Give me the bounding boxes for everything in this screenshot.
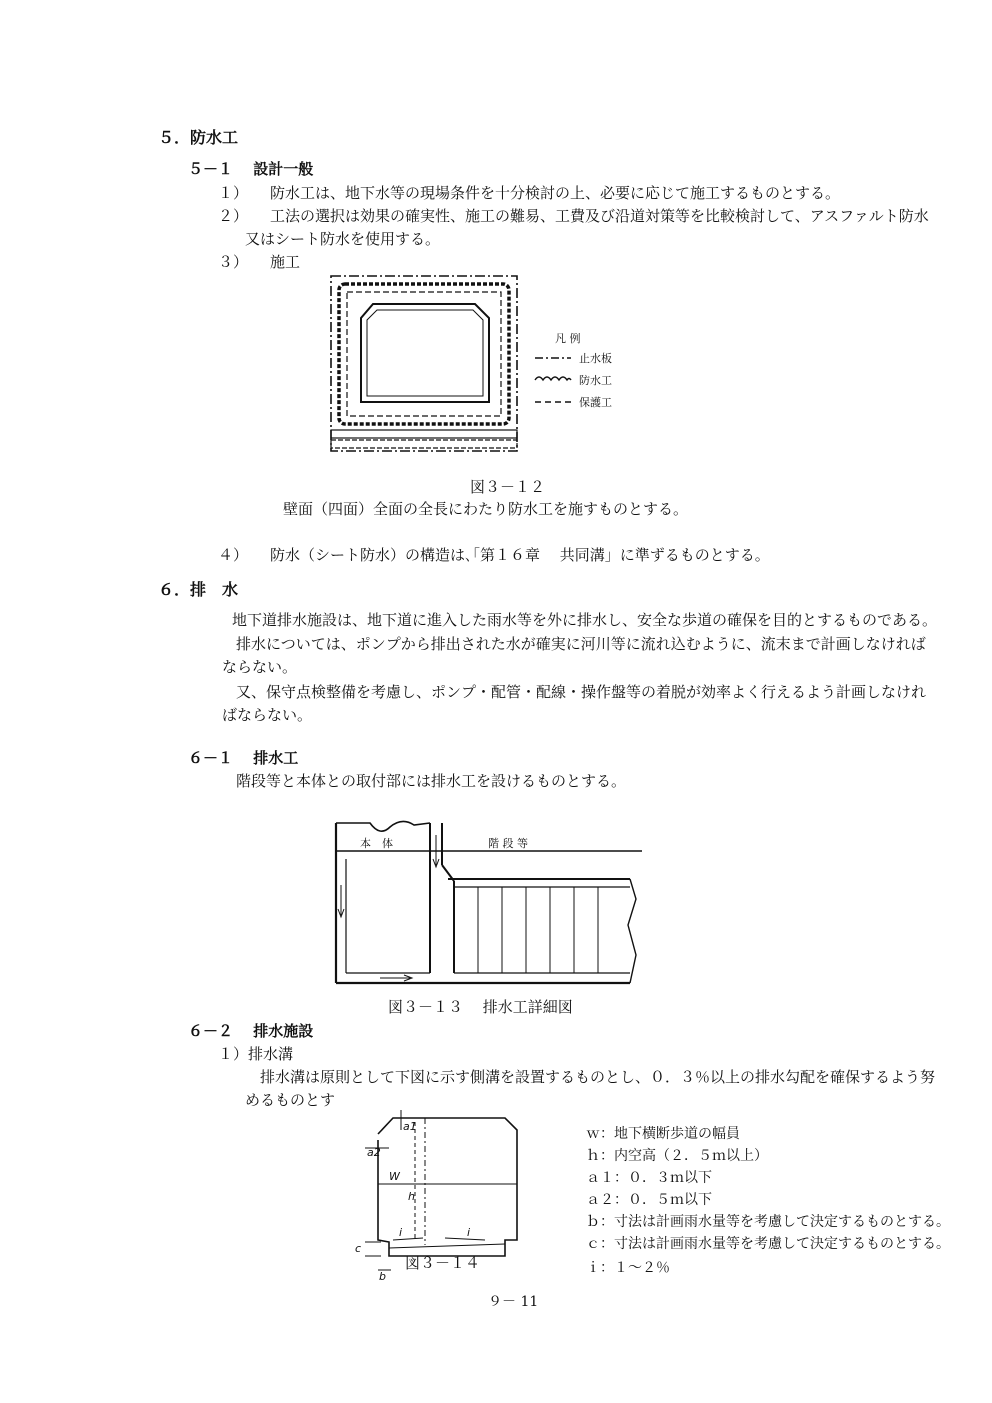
figure-3-12-note: 壁面（四面）全面の全長にわたり防水工を施すものとする。 xyxy=(283,500,689,518)
item-5-1-3-number: ３） xyxy=(218,253,249,271)
figure-3-14-dim-a2: a2 xyxy=(367,1146,381,1159)
item-5-4-number: ４） xyxy=(218,546,249,564)
figure-3-13-drawing xyxy=(330,815,650,990)
figure-3-14-dim-i-left: i xyxy=(399,1226,403,1239)
section-6-2-item-1: １）排水溝 xyxy=(218,1045,294,1063)
definition-a1: ａ１：０．３ｍ以下 xyxy=(586,1170,712,1186)
section-6-paragraph-3-line2: ばならない。 xyxy=(222,706,313,724)
figure-3-12-legend-title: 凡 例 xyxy=(555,332,581,345)
figure-3-14-dim-c: c xyxy=(355,1242,362,1255)
figure-3-12-legend-waterproof: 防水工 xyxy=(579,374,612,387)
item-5-4-text: 防水（シート防水）の構造は､｢第１６章 共同溝」に準ずるものとする。 xyxy=(270,546,770,564)
figure-3-14-dim-W: W xyxy=(389,1170,400,1183)
section-5-heading: ５．防水工 xyxy=(158,128,239,147)
item-5-1-1-text: 防水工は、地下水等の現場条件を十分検討の上、必要に応じて施工するものとする。 xyxy=(270,184,841,202)
definition-i: ｉ：１～２％ xyxy=(586,1260,670,1276)
figure-3-13-caption: 図３－１３ 排水工詳細図 xyxy=(388,998,573,1016)
item-5-1-2-number: ２） xyxy=(218,207,249,225)
figure-3-13 xyxy=(330,815,650,990)
section-6-paragraph-1: 地下道排水施設は、地下道に進入した雨水等を外に排水し、安全な歩道の確保を目的とするものである。 xyxy=(232,611,938,629)
page-number: ９－ 11 xyxy=(488,1294,539,1310)
figure-3-14-dim-a1: a1 xyxy=(403,1120,417,1133)
figure-3-12 xyxy=(325,270,655,460)
figure-3-14-dim-h: h xyxy=(408,1190,415,1203)
section-5-1-heading: ５－１ 設計一般 xyxy=(188,160,314,178)
section-6-paragraph-2-line1: 排水については、ポンプから排出された水が確実に河川等に流れ込むように、流末まで計画しなければ xyxy=(236,635,926,653)
item-5-1-3-text: 施工 xyxy=(270,253,301,271)
figure-3-13-label-stairs: 階 段 等 xyxy=(488,837,528,850)
item-5-1-1-number: １） xyxy=(218,184,249,202)
section-6-1-heading: ６－１ 排水工 xyxy=(188,749,299,767)
section-6-heading: ６．排 水 xyxy=(158,580,239,599)
figure-3-14-dim-b: b xyxy=(379,1270,386,1283)
section-6-2-heading: ６－２ 排水施設 xyxy=(188,1022,314,1040)
section-6-paragraph-2-line2: ならない。 xyxy=(222,658,298,676)
section-6-2-text-line1: 排水溝は原則として下図に示す側溝を設置するものとし、０．３％以上の排水勾配を確保するよう努 xyxy=(260,1068,936,1086)
figure-3-12-legend-protection: 保護工 xyxy=(579,396,612,409)
item-5-1-2-text-line1: 工法の選択は効果の確実性、施工の難易、工費及び沿道対策等を比較検討して、アスファルト防水 xyxy=(270,207,929,225)
definition-b: ｂ：寸法は計画雨水量等を考慮して決定するものとする。 xyxy=(586,1214,950,1230)
figure-3-12-caption: 図３－１２ xyxy=(470,478,546,496)
section-6-paragraph-3-line1: 又、保守点検整備を考慮し、ポンプ・配管・配線・操作盤等の着脱が効率よく行えるよう計画しなけれ xyxy=(236,683,927,701)
figure-3-14-caption: 図３－１４ xyxy=(405,1254,481,1272)
figure-3-14-dim-i-right: i xyxy=(467,1226,471,1239)
figure-3-12-legend-cutoff: 止水板 xyxy=(579,352,612,365)
section-6-1-text: 階段等と本体との取付部には排水工を設けるものとする。 xyxy=(236,772,627,790)
definition-h: ｈ：内空高（２．５ｍ以上） xyxy=(586,1148,768,1164)
figure-3-12-drawing xyxy=(325,270,655,460)
item-5-1-2-text-line2: 又はシート防水を使用する。 xyxy=(245,230,441,248)
section-6-2-text-line2: めるものとす xyxy=(245,1091,336,1109)
figure-3-13-label-body: 本 体 xyxy=(360,837,393,850)
definition-w: ｗ：地下横断歩道の幅員 xyxy=(586,1126,740,1142)
definition-a2: ａ２：０．５ｍ以下 xyxy=(586,1192,712,1208)
definition-c: ｃ：寸法は計画雨水量等を考慮して決定するものとする。 xyxy=(586,1236,950,1252)
